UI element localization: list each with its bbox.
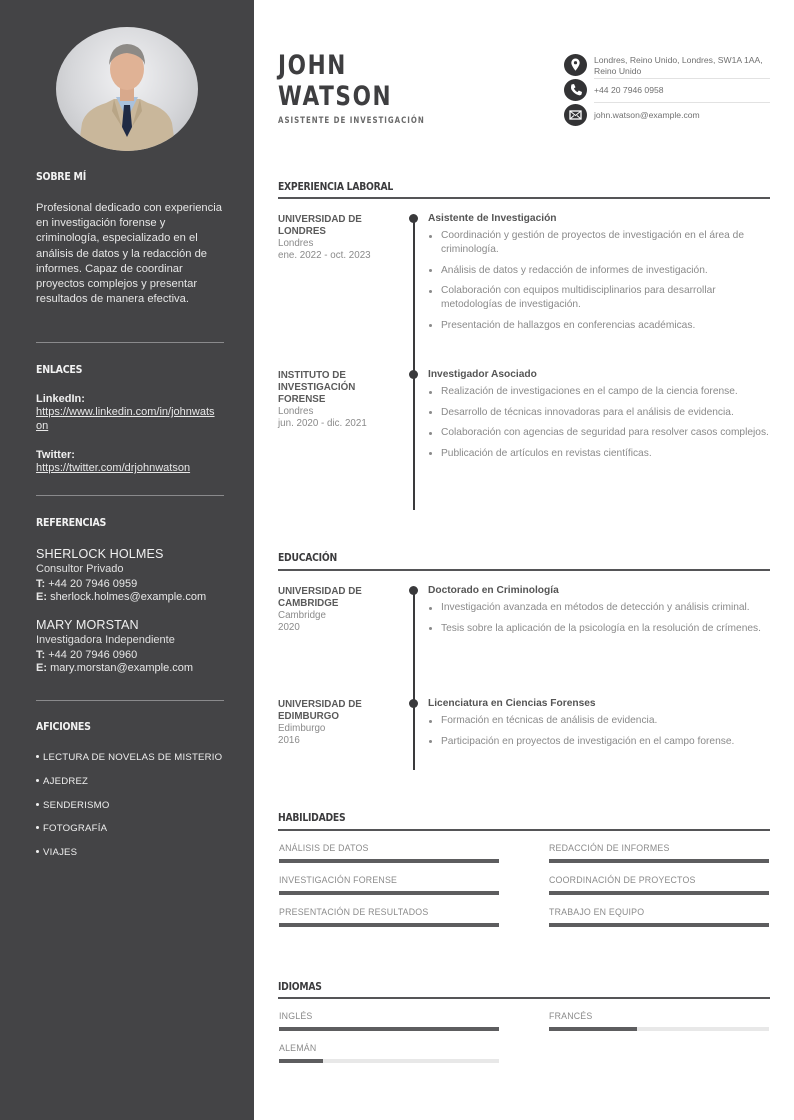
email-label: E: bbox=[36, 662, 47, 674]
email-value: mary.morstan@example.com bbox=[50, 662, 194, 674]
skill-item bbox=[279, 907, 499, 917]
sidebar bbox=[0, 0, 254, 1120]
institution: UNIVERSIDAD DE EDIMBURGO bbox=[278, 699, 362, 722]
skill-bar-fill bbox=[549, 923, 769, 927]
dates: 2016 bbox=[278, 735, 300, 746]
skill-bar-fill bbox=[549, 859, 769, 863]
bullet-item: Investigación avanzada en métodos de detección y análisis criminal. bbox=[428, 601, 770, 615]
language-item bbox=[549, 1011, 769, 1021]
dates: ene. 2022 - oct. 2023 bbox=[278, 250, 371, 261]
timeline-dot bbox=[409, 586, 418, 595]
skill-bar-fill bbox=[279, 859, 499, 863]
education-timeline bbox=[413, 590, 415, 770]
bullet-list bbox=[428, 385, 770, 461]
bullet-item: Coordinación y gestión de proyectos de investigación en el área de criminología. bbox=[428, 229, 770, 257]
degree-title: Licenciatura en Ciencias Forenses bbox=[428, 698, 596, 709]
bullet-item: Tesis sobre la aplicación de la psicología en la resolución de crímenes. bbox=[428, 622, 770, 636]
candidate-name bbox=[278, 50, 392, 112]
language-bar-fill bbox=[549, 1027, 637, 1031]
skill-bar-fill bbox=[279, 923, 499, 927]
bullet-item: Publicación de artículos en revistas científicas. bbox=[428, 447, 770, 461]
experience-title: EXPERIENCIA LABORAL bbox=[278, 180, 394, 193]
skill-label: PRESENTACIÓN DE RESULTADOS bbox=[279, 907, 429, 917]
location: Londres bbox=[278, 238, 314, 249]
reference-role: Consultor Privado bbox=[36, 563, 124, 575]
references-section bbox=[36, 516, 224, 529]
bullet-icon bbox=[36, 755, 39, 758]
last-name: WATSON bbox=[278, 81, 393, 112]
linkedin-label: LinkedIn: bbox=[36, 393, 85, 405]
links-section bbox=[36, 363, 224, 376]
experience-meta bbox=[278, 370, 398, 430]
timeline-dot bbox=[409, 370, 418, 379]
hobby-item bbox=[36, 752, 224, 776]
reference-phone bbox=[36, 649, 224, 661]
language-label: FRANCÉS bbox=[549, 1011, 593, 1021]
envelope-icon bbox=[564, 104, 587, 126]
language-item bbox=[279, 1011, 499, 1021]
phone-text: +44 20 7946 0958 bbox=[594, 85, 664, 95]
role-title: Investigador Asociado bbox=[428, 369, 537, 380]
bullet-item: Desarrollo de técnicas innovadoras para el análisis de evidencia. bbox=[428, 406, 770, 420]
skill-bar-track bbox=[549, 923, 769, 927]
institution: UNIVERSIDAD DE CAMBRIDGE bbox=[278, 586, 362, 609]
hobby-label: VIAJES bbox=[43, 847, 78, 859]
reference-name: SHERLOCK HOLMES bbox=[36, 547, 164, 561]
reference-item bbox=[36, 618, 224, 674]
location-pin-icon bbox=[564, 54, 587, 76]
skill-item bbox=[279, 843, 499, 853]
reference-item bbox=[36, 547, 224, 603]
bullet-item: Colaboración con agencias de seguridad para resolver casos complejos. bbox=[428, 426, 770, 440]
dates: 2020 bbox=[278, 622, 300, 633]
first-name: JOHN bbox=[278, 50, 347, 81]
hobbies-title: AFICIONES bbox=[36, 720, 91, 733]
hobby-item bbox=[36, 847, 224, 871]
skill-bar-track bbox=[279, 859, 499, 863]
links-title: ENLACES bbox=[36, 363, 83, 376]
twitter-label: Twitter: bbox=[36, 449, 75, 461]
section-rule bbox=[278, 569, 770, 571]
timeline-dot bbox=[409, 214, 418, 223]
references-title: REFERENCIAS bbox=[36, 516, 107, 529]
location: Cambridge bbox=[278, 610, 326, 621]
location: Edimburgo bbox=[278, 723, 326, 734]
reference-phone bbox=[36, 578, 224, 590]
timeline-dot bbox=[409, 699, 418, 708]
skill-item bbox=[279, 875, 499, 885]
skill-bar-track bbox=[279, 923, 499, 927]
hobby-item bbox=[36, 800, 224, 824]
reference-role: Investigadora Independiente bbox=[36, 634, 175, 646]
phone-icon bbox=[564, 79, 587, 101]
skill-item bbox=[549, 843, 769, 853]
bullet-icon bbox=[36, 803, 39, 806]
bullet-item: Formación en técnicas de análisis de evidencia. bbox=[428, 714, 770, 728]
language-bar-fill bbox=[279, 1027, 499, 1031]
role-title: Asistente de Investigación bbox=[428, 213, 557, 224]
language-bar-fill bbox=[279, 1059, 323, 1063]
skill-label: INVESTIGACIÓN FORENSE bbox=[279, 875, 398, 885]
skill-bar-track bbox=[549, 859, 769, 863]
language-bar-track bbox=[279, 1059, 499, 1063]
bullet-item: Análisis de datos y redacción de informes de investigación. bbox=[428, 264, 770, 278]
contact-divider bbox=[594, 78, 770, 79]
skill-bar-fill bbox=[279, 891, 499, 895]
bullet-item: Colaboración con equipos multidisciplinarios para desarrollar metodologías de investigación. bbox=[428, 284, 770, 312]
experience-detail bbox=[428, 213, 770, 339]
phone-label: T: bbox=[36, 578, 46, 590]
email-value: sherlock.holmes@example.com bbox=[50, 591, 207, 603]
sidebar-divider bbox=[36, 342, 224, 343]
education-meta bbox=[278, 586, 398, 634]
skill-label: TRABAJO EN EQUIPO bbox=[549, 907, 645, 917]
reference-email bbox=[36, 591, 224, 603]
skills-title: HABILIDADES bbox=[278, 811, 346, 824]
phone-label: T: bbox=[36, 649, 46, 661]
email-label: E: bbox=[36, 591, 47, 603]
email-text[interactable]: john.watson@example.com bbox=[594, 110, 700, 120]
languages-title: IDIOMAS bbox=[278, 980, 322, 993]
hobby-item bbox=[36, 776, 224, 800]
twitter-url[interactable]: https://twitter.com/drjohnwatson bbox=[36, 462, 191, 474]
bullet-list bbox=[428, 714, 770, 749]
experience-detail bbox=[428, 369, 770, 467]
phone-value: +44 20 7946 0959 bbox=[48, 578, 138, 590]
bullet-list bbox=[428, 229, 770, 333]
hobby-item bbox=[36, 823, 224, 847]
skill-label: ANÁLISIS DE DATOS bbox=[279, 843, 369, 853]
skill-bar-fill bbox=[549, 891, 769, 895]
skill-bar-track bbox=[279, 891, 499, 895]
phone-value: +44 20 7946 0960 bbox=[48, 649, 138, 661]
profile-photo bbox=[56, 27, 198, 151]
portrait-image bbox=[56, 27, 198, 151]
hobby-label: LECTURA DE NOVELAS DE MISTERIO bbox=[43, 752, 223, 763]
about-section bbox=[36, 170, 224, 183]
language-label: INGLÉS bbox=[279, 1011, 313, 1021]
about-text: Profesional dedicado con experiencia en investigación forense y criminología, especializado en el análisis de datos y la redacción de informes. Capaz de coordinar proyectos complejos y presentar resultados de manera efectiva. bbox=[36, 202, 222, 306]
about-title: SOBRE MÍ bbox=[36, 170, 86, 183]
skill-item bbox=[549, 907, 769, 917]
job-title: ASISTENTE DE INVESTIGACIÓN bbox=[278, 116, 425, 126]
bullet-item: Participación en proyectos de investigación en el campo forense. bbox=[428, 735, 770, 749]
language-label: ALEMÁN bbox=[279, 1043, 317, 1053]
skill-label: REDACCIÓN DE INFORMES bbox=[549, 843, 670, 853]
hobbies-list bbox=[36, 752, 224, 871]
bullet-list bbox=[428, 601, 770, 636]
education-meta bbox=[278, 699, 398, 747]
skill-label: COORDINACIÓN DE PROYECTOS bbox=[549, 875, 696, 885]
section-rule bbox=[278, 197, 770, 199]
section-rule bbox=[278, 829, 770, 831]
bullet-icon bbox=[36, 779, 39, 782]
experience-meta bbox=[278, 214, 398, 262]
bullet-item: Realización de investigaciones en el campo de la ciencia forense. bbox=[428, 385, 770, 399]
experience-timeline bbox=[413, 218, 415, 510]
hobbies-section bbox=[36, 720, 224, 733]
organization: INSTITUTO DE INVESTIGACIÓN FORENSE bbox=[278, 370, 356, 405]
reference-email bbox=[36, 662, 224, 674]
link-linkedin bbox=[36, 393, 224, 433]
section-rule bbox=[278, 997, 770, 999]
hobby-label: SENDERISMO bbox=[43, 799, 110, 811]
bullet-item: Presentación de hallazgos en conferencias académicas. bbox=[428, 319, 770, 333]
degree-title: Doctorado en Criminología bbox=[428, 585, 559, 596]
skill-item bbox=[549, 875, 769, 885]
bullet-icon bbox=[36, 850, 39, 853]
language-bar-track bbox=[279, 1027, 499, 1031]
language-item bbox=[279, 1043, 499, 1053]
location: Londres bbox=[278, 406, 314, 417]
address-text: Londres, Reino Unido, Londres, SW1A 1AA, Reino Unido bbox=[594, 55, 763, 76]
organization: UNIVERSIDAD DE LONDRES bbox=[278, 214, 362, 237]
sidebar-divider bbox=[36, 700, 224, 701]
reference-name: MARY MORSTAN bbox=[36, 618, 139, 632]
education-detail bbox=[428, 585, 770, 642]
dates: jun. 2020 - dic. 2021 bbox=[278, 418, 367, 429]
hobby-label: FOTOGRAFÍA bbox=[43, 823, 108, 835]
language-bar-track bbox=[549, 1027, 769, 1031]
contact-divider bbox=[594, 102, 770, 103]
skill-bar-track bbox=[549, 891, 769, 895]
education-detail bbox=[428, 698, 770, 755]
hobby-label: AJEDREZ bbox=[43, 775, 89, 787]
bullet-icon bbox=[36, 826, 39, 829]
link-twitter bbox=[36, 449, 224, 475]
education-title: EDUCACIÓN bbox=[278, 551, 337, 564]
sidebar-divider bbox=[36, 495, 224, 496]
linkedin-url[interactable]: https://www.linkedin.com/in/johnwatson bbox=[36, 406, 215, 432]
